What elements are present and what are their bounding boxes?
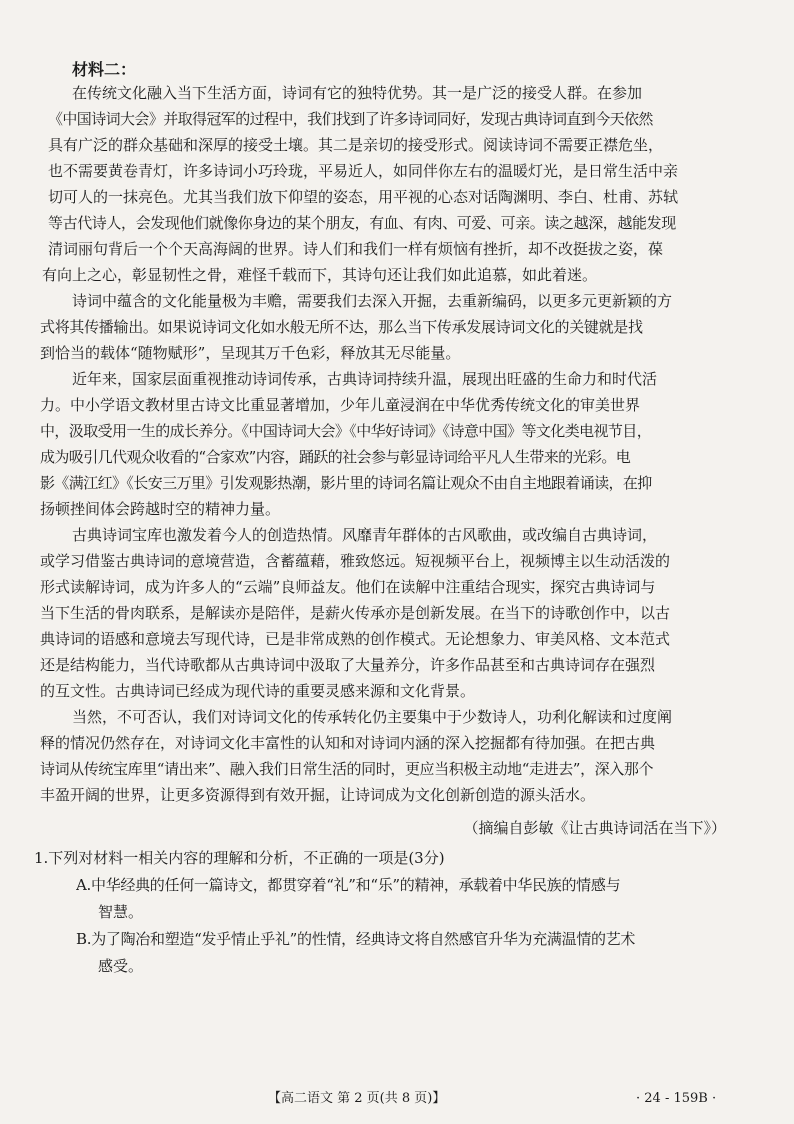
paragraph-line: 释的情况仍然存在，对诗词文化丰富性的认知和对诗词内涵的深入挖掘都有待加强。在把古典 [40,734,656,752]
option-a: A.中华经典的任何一篇诗文，都贯穿着“礼”和“乐”的精神，承载着中华民族的情感与 [76,876,621,894]
paragraph-line: 典诗词的语感和意境去写现代诗，已是非常成熟的创作模式。无论想象力、审美风格、文本范式 [40,630,671,648]
paragraph-line: 近年来，国家层面重视推动诗词传承，古典诗词持续升温，展现出旺盛的生命力和时代活 [72,370,658,388]
paragraph-line: 当下生活的骨肉联系，是解读亦是陪伴，是薪火传承亦是创新发展。在当下的诗歌创作中，以古 [40,604,671,622]
paragraph-line: 具有广泛的群众基础和深厚的接受土壤。其二是亲切的接受形式。阅读诗词不需要正襟危坐， [48,136,664,154]
paragraph-line: 形式读解诗词，成为许多人的“云端”良师益友。他们在读解中注重结合现实，探究古典诗词与 [40,578,656,596]
paragraph-line: 丰盈开阔的世界，让更多资源得到有效开掘，让诗词成为文化创新创造的源头活水。 [40,786,596,804]
paragraph-line: 的互文性。古典诗词已经成为现代诗的重要灵感来源和文化背景。 [40,682,476,700]
question-stem: 1.下列对材料一相关内容的理解和分析，不正确的一项是(3分) [34,849,445,867]
option-b: B.为了陶冶和塑造“发乎情止乎礼”的性情，经典诗文将自然感官升华为充满温情的艺术 [76,930,636,948]
paragraph-line: 切可人的一抹亮色。尤其当我们放下仰望的姿态，用平视的心态对话陶渊明、李白、杜甫、苏轼 [48,188,679,206]
paragraph-line: 也不需要黄卷青灯，许多诗词小巧玲珑，平易近人，如同伴你左右的温暖灯光，是日常生活中亲 [48,162,679,180]
paragraph-line: 到恰当的载体“随物赋形”，呈现其万千色彩，释放其无尽能量。 [40,344,461,362]
paragraph-line: 当然，不可否认，我们对诗词文化的传承转化仍主要集中于少数诗人，功利化解读和过度阐 [72,708,673,726]
option-b-continued: 感受。 [98,957,144,975]
paragraph-line: 式将其传播输出。如果说诗词文化如水般无所不达，那么当下传承发展诗词文化的关键就是找 [40,318,643,336]
paragraph-line: 清词丽句背后一个个天高海阔的世界。诗人们和我们一样有烦恼有挫折，却不改挺拔之姿，葆 [48,240,664,258]
paragraph-line: 影《满江红》《长安三万里》引发观影热潮，影片里的诗词名篇让观众不由自主地跟着诵读，在抑 [40,474,652,492]
paragraph-line: 古典诗词宝库也激发着今人的创造热情。风靡青年群体的古风歌曲，或改编自古典诗词， [72,526,658,544]
paragraph-line: 有向上之心，彰显韧性之骨，难怪千载而下，其诗句还让我们如此追慕，如此着迷。 [42,266,598,284]
paragraph-line: 力。中小学语文教材里古诗文比重显著增加，少年儿童浸润在中华优秀传统文化的审美世界 [40,396,641,414]
footer-exam-code: · 24 - 159B · [636,1091,717,1106]
paragraph-line: 在传统文化融入当下生活方面，诗词有它的独特优势。其一是广泛的接受人群。在参加 [72,84,643,102]
paragraph-line: 《中国诗词大会》并取得冠军的过程中，我们找到了许多诗词同好，发现古典诗词直到今天依然 [48,110,653,128]
paragraph-line: 扬顿挫间体会跨越时空的精神力量。 [40,500,281,518]
footer-page-info: 【高二语文 第 2 页(共 8 页)】 [268,1091,446,1106]
option-a-continued: 智慧。 [98,903,144,921]
paragraph-line: 诗词中蕴含的文化能量极为丰赡，需要我们去深入开掘，去重新编码，以更多元更新颖的方 [72,292,673,310]
material-heading: 材料二： [72,60,137,79]
paragraph-line: 等古代诗人，会发现他们就像你身边的某个朋友，有血、有肉、可爱、可亲。读之越深，越能发现 [48,214,676,232]
paragraph-line: 或学习借鉴古典诗词的意境营造，含蓄蕴藉，雅致悠远。短视频平台上，视频博主以生动活泼的 [40,552,671,570]
paragraph-line: 还是结构能力，当代诗歌都从古典诗词中汲取了大量养分，许多作品甚至和古典诗词存在强烈 [40,656,656,674]
source-citation: （摘编自彭敏《让古典诗词活在当下》） [463,819,726,837]
paragraph-line: 成为吸引几代观众收看的“合家欢”内容，踊跃的社会参与彰显诗词给平凡人生带来的光彩。电 [40,448,631,466]
paragraph-line: 诗词从传统宝库里“请出来”、融入我们日常生活的同时，更应当积极主动地“走进去”，深入那个 [40,760,654,778]
paragraph-line: 中，汲取受用一生的成长养分。《中国诗词大会》《中华好诗词》《诗意中国》等文化类电视节目， [40,422,652,440]
